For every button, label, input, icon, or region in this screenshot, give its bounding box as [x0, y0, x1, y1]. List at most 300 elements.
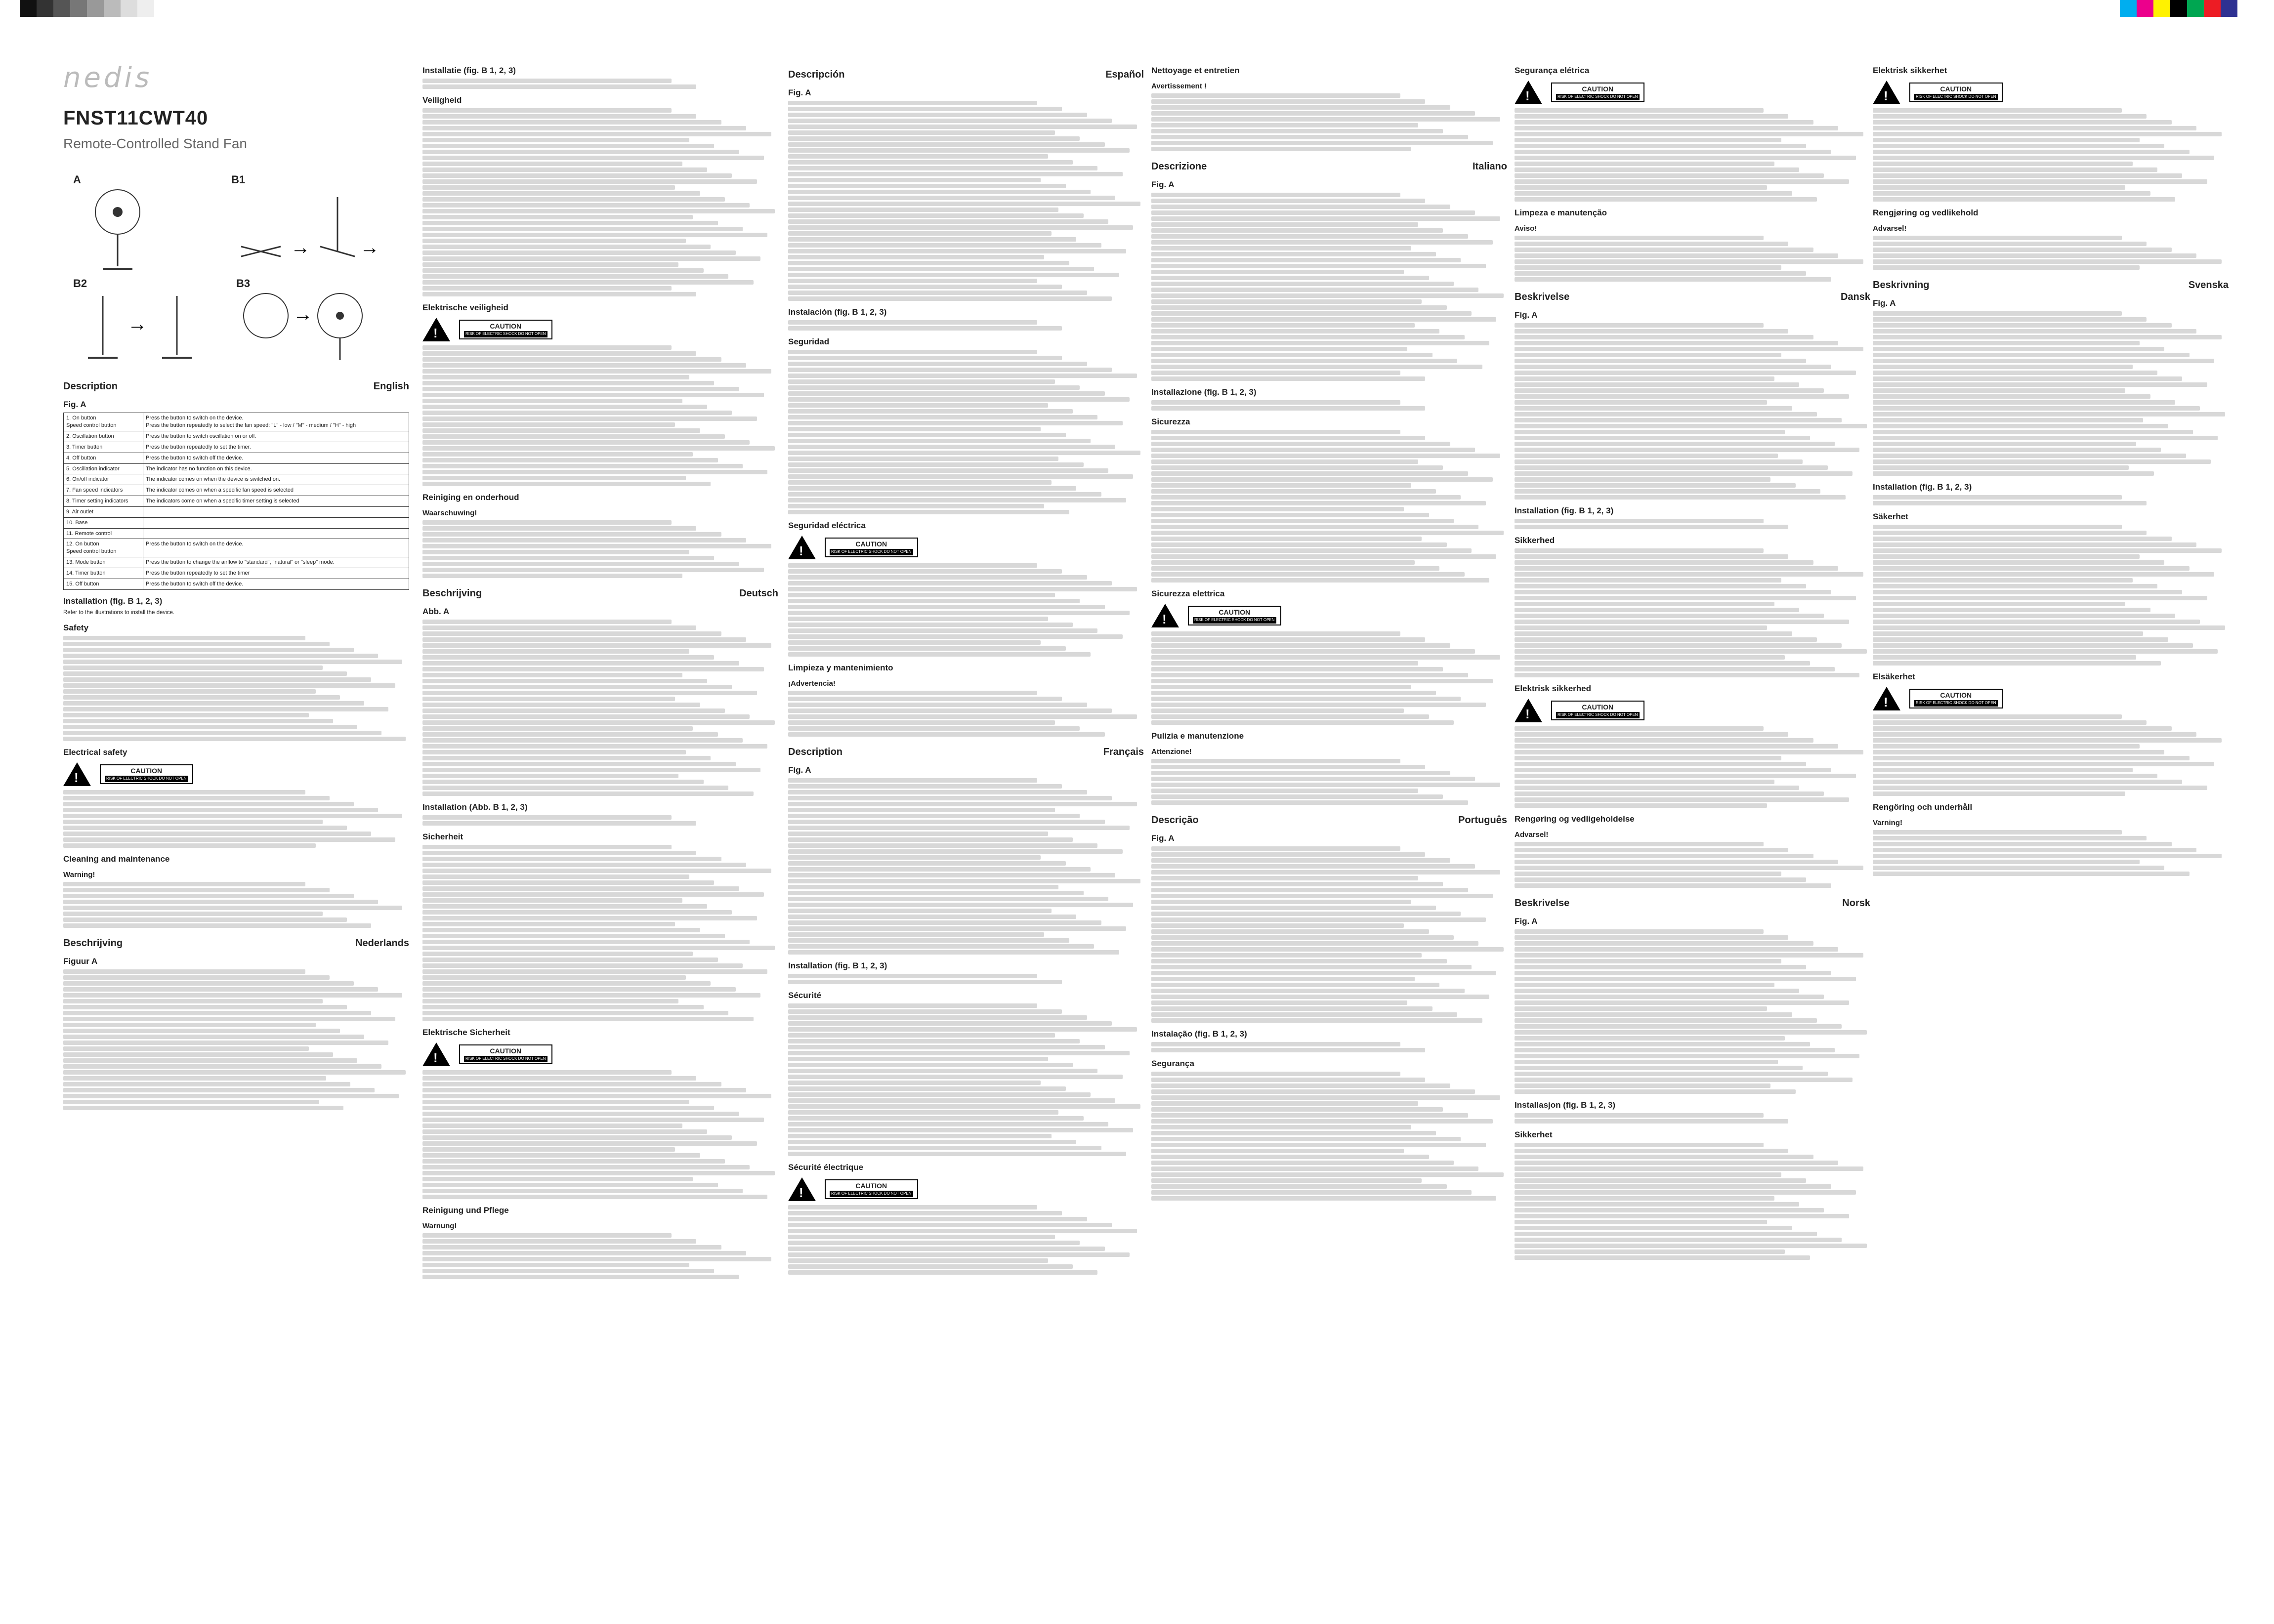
text-line	[1151, 888, 1468, 892]
text-line	[1151, 643, 1450, 648]
text-line	[1515, 329, 1788, 333]
text-line	[788, 861, 1066, 866]
text-line	[1515, 150, 1831, 154]
table-cell: 5. Oscillation indicator	[64, 463, 143, 474]
text-line	[1151, 953, 1422, 958]
text-line	[1515, 1232, 1817, 1236]
figure-a-label: A	[73, 173, 81, 186]
text-line	[1515, 584, 1806, 588]
text-line	[422, 750, 686, 754]
text-line	[788, 634, 1123, 639]
text-line	[422, 1088, 746, 1092]
text-line	[1515, 842, 1764, 846]
text-line	[1515, 1054, 1859, 1058]
text-line	[1515, 1220, 1767, 1224]
text-line	[1873, 625, 2225, 630]
text-line	[1873, 430, 2193, 434]
text-line	[1151, 501, 1486, 505]
text-line	[1515, 959, 1781, 963]
text-line	[788, 119, 1112, 123]
text-line	[422, 863, 746, 867]
text-line	[422, 821, 696, 826]
english-safety-text	[63, 636, 409, 741]
text-line	[1515, 995, 1824, 999]
text-line	[788, 113, 1087, 117]
text-line	[1515, 495, 1846, 500]
text-line	[422, 732, 718, 737]
text-line	[1151, 1048, 1425, 1052]
text-line	[1873, 359, 2214, 363]
column-4: Nettoyage et entretien Avertissement ! Descrizione Italiano Fig. A Installazione (fig. B 1, 2, 3) Sicurezza Sicurezza elettrica ! CAUTION RISK OF ELECTRIC SHOCK DO NOT OPEN Pulizia e manutenzione Attenzione! Descrição Português Fig. A Instalação (fig. B 1, 2, 3) Segurança	[1151, 59, 1507, 1202]
text-line	[788, 1033, 1055, 1038]
caution-label: ! CAUTION RISK OF ELECTRIC SHOCK DO NOT OPEN	[63, 762, 409, 786]
col5-dk-cleaning-heading: Rengøring og vedligeholdelse	[1515, 814, 1635, 824]
text-line	[422, 162, 682, 166]
text-line	[422, 375, 689, 379]
text-line	[1515, 631, 1792, 636]
col5-dk-heading: Beskrivelse Dansk	[1515, 291, 1870, 303]
text-line	[1873, 347, 2164, 351]
text-line	[1873, 525, 2122, 529]
table-cell: 12. On button Speed control button	[64, 539, 143, 557]
text-line	[422, 245, 711, 249]
text-line	[1515, 114, 1788, 119]
warning-triangle-icon: !	[1515, 699, 1542, 722]
text-line	[1515, 519, 1764, 523]
text-line	[422, 904, 707, 909]
text-line	[1873, 156, 2214, 160]
text-line	[1873, 750, 2164, 754]
text-line	[1151, 708, 1404, 713]
table-row	[64, 431, 409, 442]
text-line	[788, 433, 1066, 437]
text-line	[788, 581, 1112, 585]
text-line	[788, 184, 1066, 188]
text-line	[1151, 199, 1425, 203]
table-cell: Press the button to switch on the device.	[143, 539, 409, 557]
text-line	[788, 1223, 1112, 1227]
text-line	[788, 1241, 1080, 1245]
text-line	[788, 142, 1105, 147]
text-line	[1515, 738, 1813, 743]
text-line	[788, 938, 1069, 943]
text-line	[1515, 667, 1835, 671]
text-line	[422, 1124, 682, 1128]
text-line	[1515, 732, 1788, 737]
col5-pt-warning-heading: Aviso!	[1515, 224, 1537, 233]
text-line	[1151, 537, 1422, 541]
text-line	[1151, 288, 1478, 292]
text-line	[788, 148, 1130, 153]
text-line	[1515, 1000, 1849, 1005]
text-line	[422, 1275, 739, 1279]
text-line	[1873, 388, 2125, 393]
text-line	[1873, 424, 2168, 428]
text-line	[788, 480, 1052, 485]
text-line	[422, 464, 743, 468]
text-line	[1515, 625, 1767, 630]
text-line	[1873, 335, 2222, 339]
text-line	[1873, 848, 2196, 852]
text-line	[1515, 744, 1838, 749]
text-line	[1151, 246, 1411, 250]
text-line	[788, 468, 1108, 473]
text-line	[422, 114, 696, 119]
text-line	[1515, 323, 1764, 328]
text-line	[788, 587, 1137, 591]
text-line	[788, 125, 1137, 129]
text-line	[1151, 637, 1425, 642]
text-line	[1515, 929, 1764, 934]
text-line	[788, 1063, 1073, 1067]
text-line	[63, 695, 340, 700]
dutch-description-heading: Beschrijving Nederlands	[63, 938, 409, 949]
text-line	[1873, 323, 2172, 328]
col2-warning-heading: Waarschuwing!	[422, 508, 477, 517]
text-line	[1515, 1083, 1770, 1088]
text-line	[1873, 236, 2122, 240]
text-line	[422, 399, 682, 403]
text-line	[1151, 947, 1504, 952]
text-line	[788, 720, 1055, 725]
text-line	[422, 1165, 750, 1169]
text-line	[788, 920, 1101, 925]
col6-sv-cleaning-heading: Rengöring och underhåll	[1873, 802, 1973, 812]
text-line	[788, 1146, 1101, 1150]
text-line	[1873, 365, 2133, 369]
text-line	[422, 1233, 672, 1238]
text-line	[422, 167, 707, 172]
text-line	[1151, 771, 1450, 775]
text-line	[1515, 108, 1764, 113]
text-line	[1515, 347, 1863, 351]
text-line	[1151, 99, 1425, 104]
text-line	[422, 1118, 764, 1122]
col4-it-fig-label: Fig. A	[1151, 180, 1175, 190]
text-line	[788, 843, 1097, 848]
text-line	[422, 422, 675, 427]
text-line	[1873, 590, 2182, 594]
text-line	[63, 912, 323, 916]
text-line	[1515, 483, 1796, 488]
text-line	[1873, 167, 2157, 172]
text-line	[1873, 191, 2150, 196]
text-line	[1515, 1249, 1785, 1254]
text-line	[1515, 554, 1788, 559]
text-line	[63, 713, 309, 717]
text-line	[422, 428, 700, 433]
text-line	[1873, 120, 2172, 125]
brand-logo: nedis	[63, 62, 153, 94]
text-line	[422, 363, 746, 368]
text-line	[788, 974, 1037, 978]
text-line	[422, 1076, 696, 1081]
text-line	[1151, 210, 1475, 215]
text-line	[1151, 270, 1404, 274]
text-line	[788, 1264, 1073, 1269]
text-line	[1515, 726, 1764, 731]
model-number: FNST11CWT40	[63, 107, 209, 129]
text-line	[63, 906, 402, 910]
text-line	[63, 648, 354, 652]
text-line	[1873, 501, 2147, 505]
text-line	[1515, 376, 1774, 381]
text-line	[422, 1239, 696, 1244]
text-line	[422, 845, 672, 849]
text-line	[1873, 442, 2136, 446]
text-line	[63, 1082, 350, 1086]
text-line	[788, 291, 1087, 295]
text-line	[788, 903, 1133, 907]
text-line	[422, 726, 693, 731]
text-line	[1151, 240, 1493, 245]
text-line	[422, 440, 750, 445]
text-line	[1515, 132, 1863, 136]
text-line	[1515, 596, 1856, 600]
text-line	[1873, 578, 2133, 583]
text-line	[1515, 1214, 1849, 1218]
text-line	[1515, 185, 1767, 190]
text-line	[1515, 860, 1838, 864]
text-line	[788, 237, 1076, 242]
text-line	[63, 683, 395, 688]
text-line	[788, 593, 1055, 597]
table-row	[64, 568, 409, 579]
text-line	[788, 575, 1087, 580]
text-line	[1151, 305, 1447, 310]
text-line	[788, 808, 1055, 812]
col5-dk-elec-heading: Elektrisk sikkerhed	[1515, 683, 1591, 693]
table-row	[64, 474, 409, 485]
english-cleaning-text	[63, 882, 409, 928]
text-line	[63, 1041, 388, 1045]
text-line	[1873, 317, 2147, 322]
text-line	[788, 1217, 1087, 1221]
table-cell: 8. Timer setting indicators	[64, 496, 143, 507]
text-line	[1151, 917, 1486, 922]
text-line	[1151, 572, 1465, 577]
text-line	[1151, 1089, 1475, 1094]
text-line	[1151, 371, 1400, 375]
text-line	[1515, 947, 1838, 952]
text-line	[1515, 983, 1774, 987]
text-line	[788, 208, 1058, 212]
text-line	[788, 350, 1037, 354]
text-line	[1515, 1018, 1817, 1023]
text-line	[1515, 965, 1806, 969]
figure-a-b1	[63, 172, 409, 261]
text-line	[1151, 465, 1443, 470]
text-line	[1873, 394, 2150, 399]
text-line	[788, 820, 1105, 824]
text-line	[1151, 794, 1443, 799]
text-line	[63, 882, 305, 886]
text-line	[1515, 877, 1806, 882]
text-line	[1151, 141, 1493, 145]
text-line	[63, 1094, 399, 1098]
text-line	[788, 243, 1101, 248]
text-line	[788, 1057, 1048, 1061]
text-line	[63, 671, 347, 676]
text-line	[422, 738, 743, 743]
text-line	[788, 397, 1130, 402]
text-line	[1151, 1072, 1400, 1076]
text-line	[422, 857, 721, 861]
text-line	[1515, 242, 1788, 246]
dutch-fig-label: Figuur A	[63, 957, 98, 966]
text-line	[1515, 590, 1831, 594]
text-line	[1873, 714, 2122, 719]
text-line	[422, 215, 693, 219]
text-line	[1873, 548, 2222, 553]
text-line	[788, 691, 1037, 695]
text-line	[422, 679, 707, 683]
text-line	[788, 154, 1048, 159]
text-line	[1873, 537, 2172, 541]
text-line	[422, 108, 672, 113]
text-line	[1151, 299, 1422, 304]
text-line	[1515, 1089, 1796, 1094]
text-line	[788, 492, 1101, 497]
text-line	[788, 172, 1123, 176]
english-cleaning-heading: Cleaning and maintenance	[63, 854, 170, 864]
text-line	[422, 685, 732, 689]
text-line	[1151, 365, 1482, 369]
product-subtitle: Remote-Controlled Stand Fan	[63, 135, 247, 151]
text-line	[1873, 531, 2147, 535]
text-line	[422, 1005, 704, 1009]
text-line	[1151, 673, 1468, 677]
text-line	[63, 802, 354, 806]
text-line	[422, 369, 771, 374]
text-line	[1151, 894, 1493, 898]
text-line	[788, 178, 1041, 182]
text-line	[1151, 282, 1454, 286]
text-line	[422, 1100, 689, 1104]
text-line	[788, 1110, 1058, 1115]
col2-warnung-heading: Warnung!	[422, 1221, 457, 1230]
col5-no-install-heading: Installasjon (fig. B 1, 2, 3)	[1515, 1100, 1616, 1110]
text-line	[422, 987, 736, 992]
text-line	[1151, 335, 1465, 339]
text-line	[1151, 906, 1436, 910]
text-line	[1151, 1196, 1496, 1201]
text-line	[1873, 454, 2186, 458]
text-line	[1515, 400, 1767, 405]
text-line	[788, 1122, 1108, 1126]
text-line	[788, 374, 1137, 378]
text-line	[1151, 400, 1400, 405]
text-line	[1151, 483, 1411, 488]
text-line	[1515, 1166, 1863, 1171]
text-line	[788, 1235, 1055, 1239]
text-line	[788, 462, 1084, 467]
col6-sv-heading: Beskrivning Svenska	[1873, 280, 2229, 291]
text-line	[788, 326, 1062, 331]
table-row	[64, 539, 409, 557]
text-line	[788, 273, 1119, 277]
text-line	[788, 403, 1048, 408]
text-line	[788, 101, 1037, 105]
text-line	[788, 1015, 1087, 1020]
text-line	[788, 1152, 1126, 1156]
text-line	[1151, 777, 1475, 781]
text-line	[1873, 311, 2122, 316]
table-row	[64, 442, 409, 453]
text-line	[1873, 720, 2147, 725]
text-line	[1873, 762, 2214, 766]
table-cell: 10. Base	[64, 517, 143, 528]
text-line	[788, 697, 1062, 701]
text-line	[1873, 376, 2182, 381]
text-line	[788, 1270, 1097, 1275]
text-line	[1873, 465, 2129, 470]
warning-triangle-icon: !	[788, 1177, 816, 1201]
english-elec-heading: Electrical safety	[63, 748, 127, 757]
text-line	[788, 732, 1105, 737]
text-line	[1151, 276, 1429, 280]
text-line	[1151, 912, 1461, 916]
text-line	[63, 1052, 333, 1057]
text-line	[1151, 882, 1443, 886]
text-line	[1873, 732, 2196, 737]
text-line	[1873, 329, 2196, 333]
text-line	[1151, 1166, 1478, 1171]
text-line	[1151, 123, 1418, 127]
text-line	[788, 932, 1044, 937]
text-line	[1515, 448, 1859, 452]
text-line	[422, 197, 725, 202]
text-line	[1151, 359, 1457, 363]
text-line	[788, 1229, 1137, 1233]
text-line	[1873, 371, 2157, 375]
text-line	[1515, 253, 1838, 258]
text-line	[1873, 791, 2125, 796]
text-line	[1515, 1024, 1842, 1029]
text-line	[422, 1094, 771, 1098]
text-line	[788, 714, 1137, 719]
text-line	[63, 969, 305, 974]
text-line	[1151, 876, 1418, 880]
text-line	[63, 975, 330, 980]
text-line	[422, 345, 672, 350]
text-line	[63, 796, 330, 800]
text-line	[1151, 1119, 1493, 1124]
text-line	[422, 1177, 693, 1181]
text-line	[422, 1257, 771, 1261]
text-line	[788, 255, 1044, 259]
text-line	[1873, 144, 2164, 148]
table-cell: The indicator comes on when the device is switched on.	[143, 474, 409, 485]
text-line	[788, 599, 1080, 603]
text-line	[1515, 167, 1799, 172]
text-line	[1515, 1143, 1764, 1147]
col5-no-heading: Beskrivelse Norsk	[1515, 898, 1870, 909]
text-line	[1151, 554, 1496, 559]
text-line	[422, 387, 739, 391]
text-line	[422, 568, 764, 572]
text-line	[422, 1129, 707, 1134]
table-row	[64, 463, 409, 474]
text-line	[788, 409, 1073, 414]
text-line	[788, 1140, 1076, 1144]
col4-it-warning-heading: Attenzione!	[1151, 747, 1192, 756]
text-line	[1873, 872, 2190, 876]
text-line	[1515, 1226, 1792, 1230]
text-line	[1151, 783, 1500, 787]
text-line	[422, 416, 757, 421]
figure-b1-label: B1	[231, 173, 246, 186]
